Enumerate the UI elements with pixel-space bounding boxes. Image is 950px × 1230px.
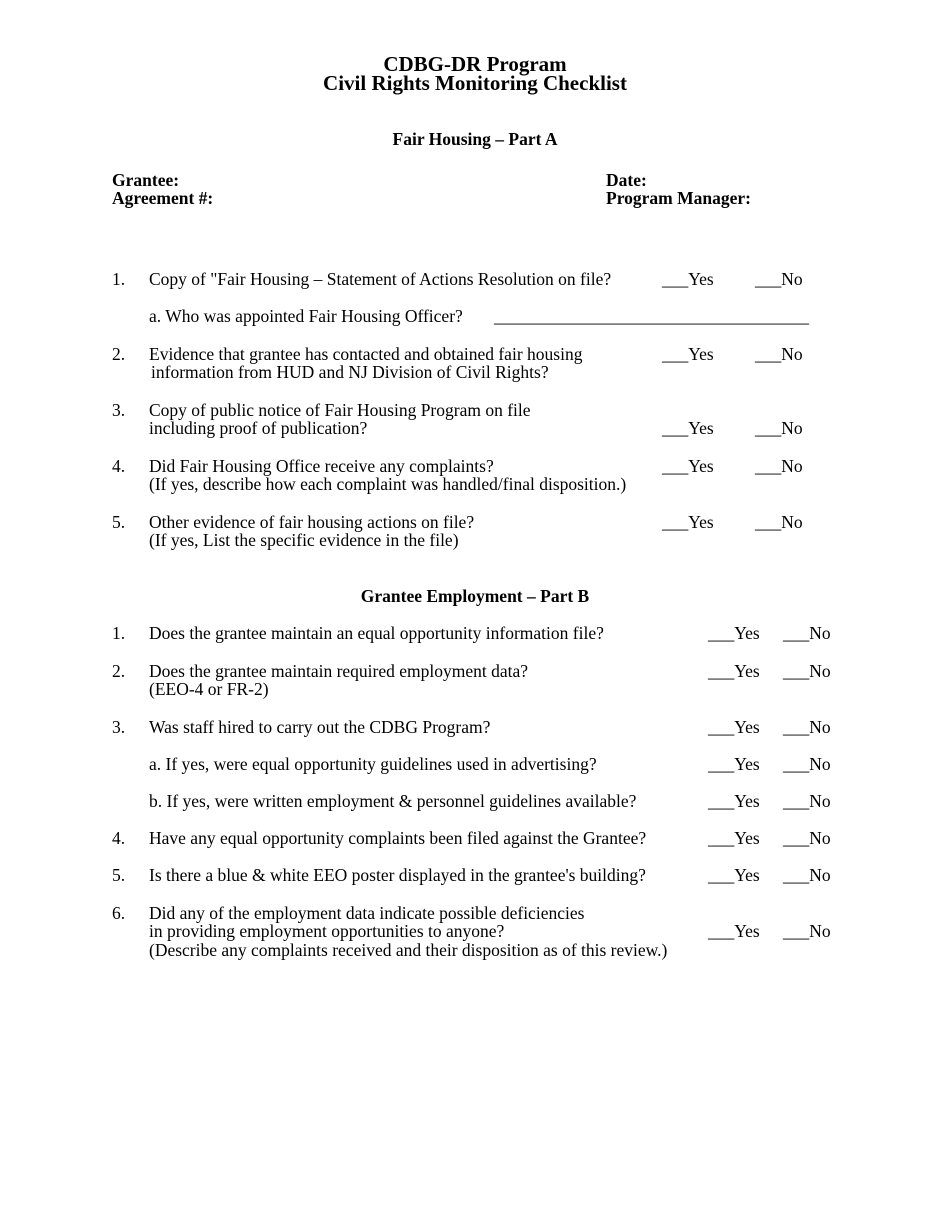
- a3-yes-option[interactable]: ___Yes: [662, 418, 714, 438]
- fair-housing-officer-blank[interactable]: ____________________________________: [494, 306, 809, 326]
- b1-yes-option[interactable]: ___Yes: [708, 623, 760, 643]
- b6-question-line2: in providing employment opportunities to anyone?: [149, 921, 505, 941]
- a1-number: 1.: [112, 269, 126, 289]
- grantee-label: Grantee:: [112, 170, 180, 190]
- b5-number: 5.: [112, 865, 126, 885]
- b5-no-option[interactable]: ___No: [783, 865, 831, 885]
- a4-question-line2: (If yes, describe how each complaint was handled/final disposition.): [149, 474, 627, 494]
- b1-number: 1.: [112, 623, 126, 643]
- a1a-question: a. Who was appointed Fair Housing Officer?: [149, 306, 463, 326]
- b2-yes-option[interactable]: ___Yes: [708, 661, 760, 681]
- b2-question-line2: (EEO-4 or FR-2): [149, 679, 269, 699]
- b1-no-option[interactable]: ___No: [783, 623, 831, 643]
- part-b-heading: Grantee Employment – Part B: [360, 586, 590, 606]
- part-a-heading: Fair Housing – Part A: [392, 129, 558, 149]
- b3b-question: b. If yes, were written employment & personnel guidelines available?: [149, 791, 637, 811]
- a1-no-option[interactable]: ___No: [755, 269, 803, 289]
- b2-number: 2.: [112, 661, 126, 681]
- b1-question: Does the grantee maintain an equal opportunity information file?: [149, 623, 604, 643]
- a3-question-line2: including proof of publication?: [149, 418, 368, 438]
- b5-question: Is there a blue & white EEO poster displayed in the grantee's building?: [149, 865, 646, 885]
- b3b-yes-option[interactable]: ___Yes: [708, 791, 760, 811]
- program-manager-label: Program Manager:: [606, 188, 751, 208]
- b6-number: 6.: [112, 903, 126, 923]
- b3b-no-option[interactable]: ___No: [783, 791, 831, 811]
- b3-question: Was staff hired to carry out the CDBG Program?: [149, 717, 491, 737]
- b2-no-option[interactable]: ___No: [783, 661, 831, 681]
- a4-no-option[interactable]: ___No: [755, 456, 803, 476]
- a4-yes-option[interactable]: ___Yes: [662, 456, 714, 476]
- a4-number: 4.: [112, 456, 126, 476]
- b6-yes-option[interactable]: ___Yes: [708, 921, 760, 941]
- document-title-line2: Civil Rights Monitoring Checklist: [323, 71, 627, 95]
- b4-no-option[interactable]: ___No: [783, 828, 831, 848]
- date-label: Date:: [606, 170, 647, 190]
- a1-question: Copy of "Fair Housing – Statement of Actions Resolution on file?: [149, 269, 612, 289]
- a5-no-option[interactable]: ___No: [755, 512, 803, 532]
- a5-number: 5.: [112, 512, 126, 532]
- a5-question-line2: (If yes, List the specific evidence in the file): [149, 530, 459, 550]
- b3a-question: a. If yes, were equal opportunity guidelines used in advertising?: [149, 754, 597, 774]
- a1-yes-option[interactable]: ___Yes: [662, 269, 714, 289]
- b3-number: 3.: [112, 717, 126, 737]
- b6-no-option[interactable]: ___No: [783, 921, 831, 941]
- b4-yes-option[interactable]: ___Yes: [708, 828, 760, 848]
- a3-number: 3.: [112, 400, 126, 420]
- b4-question: Have any equal opportunity complaints been filed against the Grantee?: [149, 828, 647, 848]
- a3-no-option[interactable]: ___No: [755, 418, 803, 438]
- a5-question-line1: Other evidence of fair housing actions on file?: [149, 512, 475, 532]
- a4-question-line1: Did Fair Housing Office receive any complaints?: [149, 456, 494, 476]
- a3-question-line1: Copy of public notice of Fair Housing Program on file: [149, 400, 531, 420]
- document-title-line1: CDBG-DR Program: [383, 52, 567, 76]
- b3a-no-option[interactable]: ___No: [783, 754, 831, 774]
- b3a-yes-option[interactable]: ___Yes: [708, 754, 760, 774]
- b5-yes-option[interactable]: ___Yes: [708, 865, 760, 885]
- b3-yes-option[interactable]: ___Yes: [708, 717, 760, 737]
- agreement-label: Agreement #:: [112, 188, 214, 208]
- a2-number: 2.: [112, 344, 126, 364]
- b6-question-line1: Did any of the employment data indicate possible deficiencies: [149, 903, 585, 923]
- b4-number: 4.: [112, 828, 126, 848]
- a2-no-option[interactable]: ___No: [755, 344, 803, 364]
- b3-no-option[interactable]: ___No: [783, 717, 831, 737]
- a5-yes-option[interactable]: ___Yes: [662, 512, 714, 532]
- b6-question-line3: (Describe any complaints received and their disposition as of this review.): [149, 940, 668, 960]
- a2-question-line1: Evidence that grantee has contacted and obtained fair housing: [149, 344, 583, 364]
- a2-question-line2: information from HUD and NJ Division of Civil Rights?: [151, 362, 549, 382]
- a2-yes-option[interactable]: ___Yes: [662, 344, 714, 364]
- b2-question-line1: Does the grantee maintain required employment data?: [149, 661, 529, 681]
